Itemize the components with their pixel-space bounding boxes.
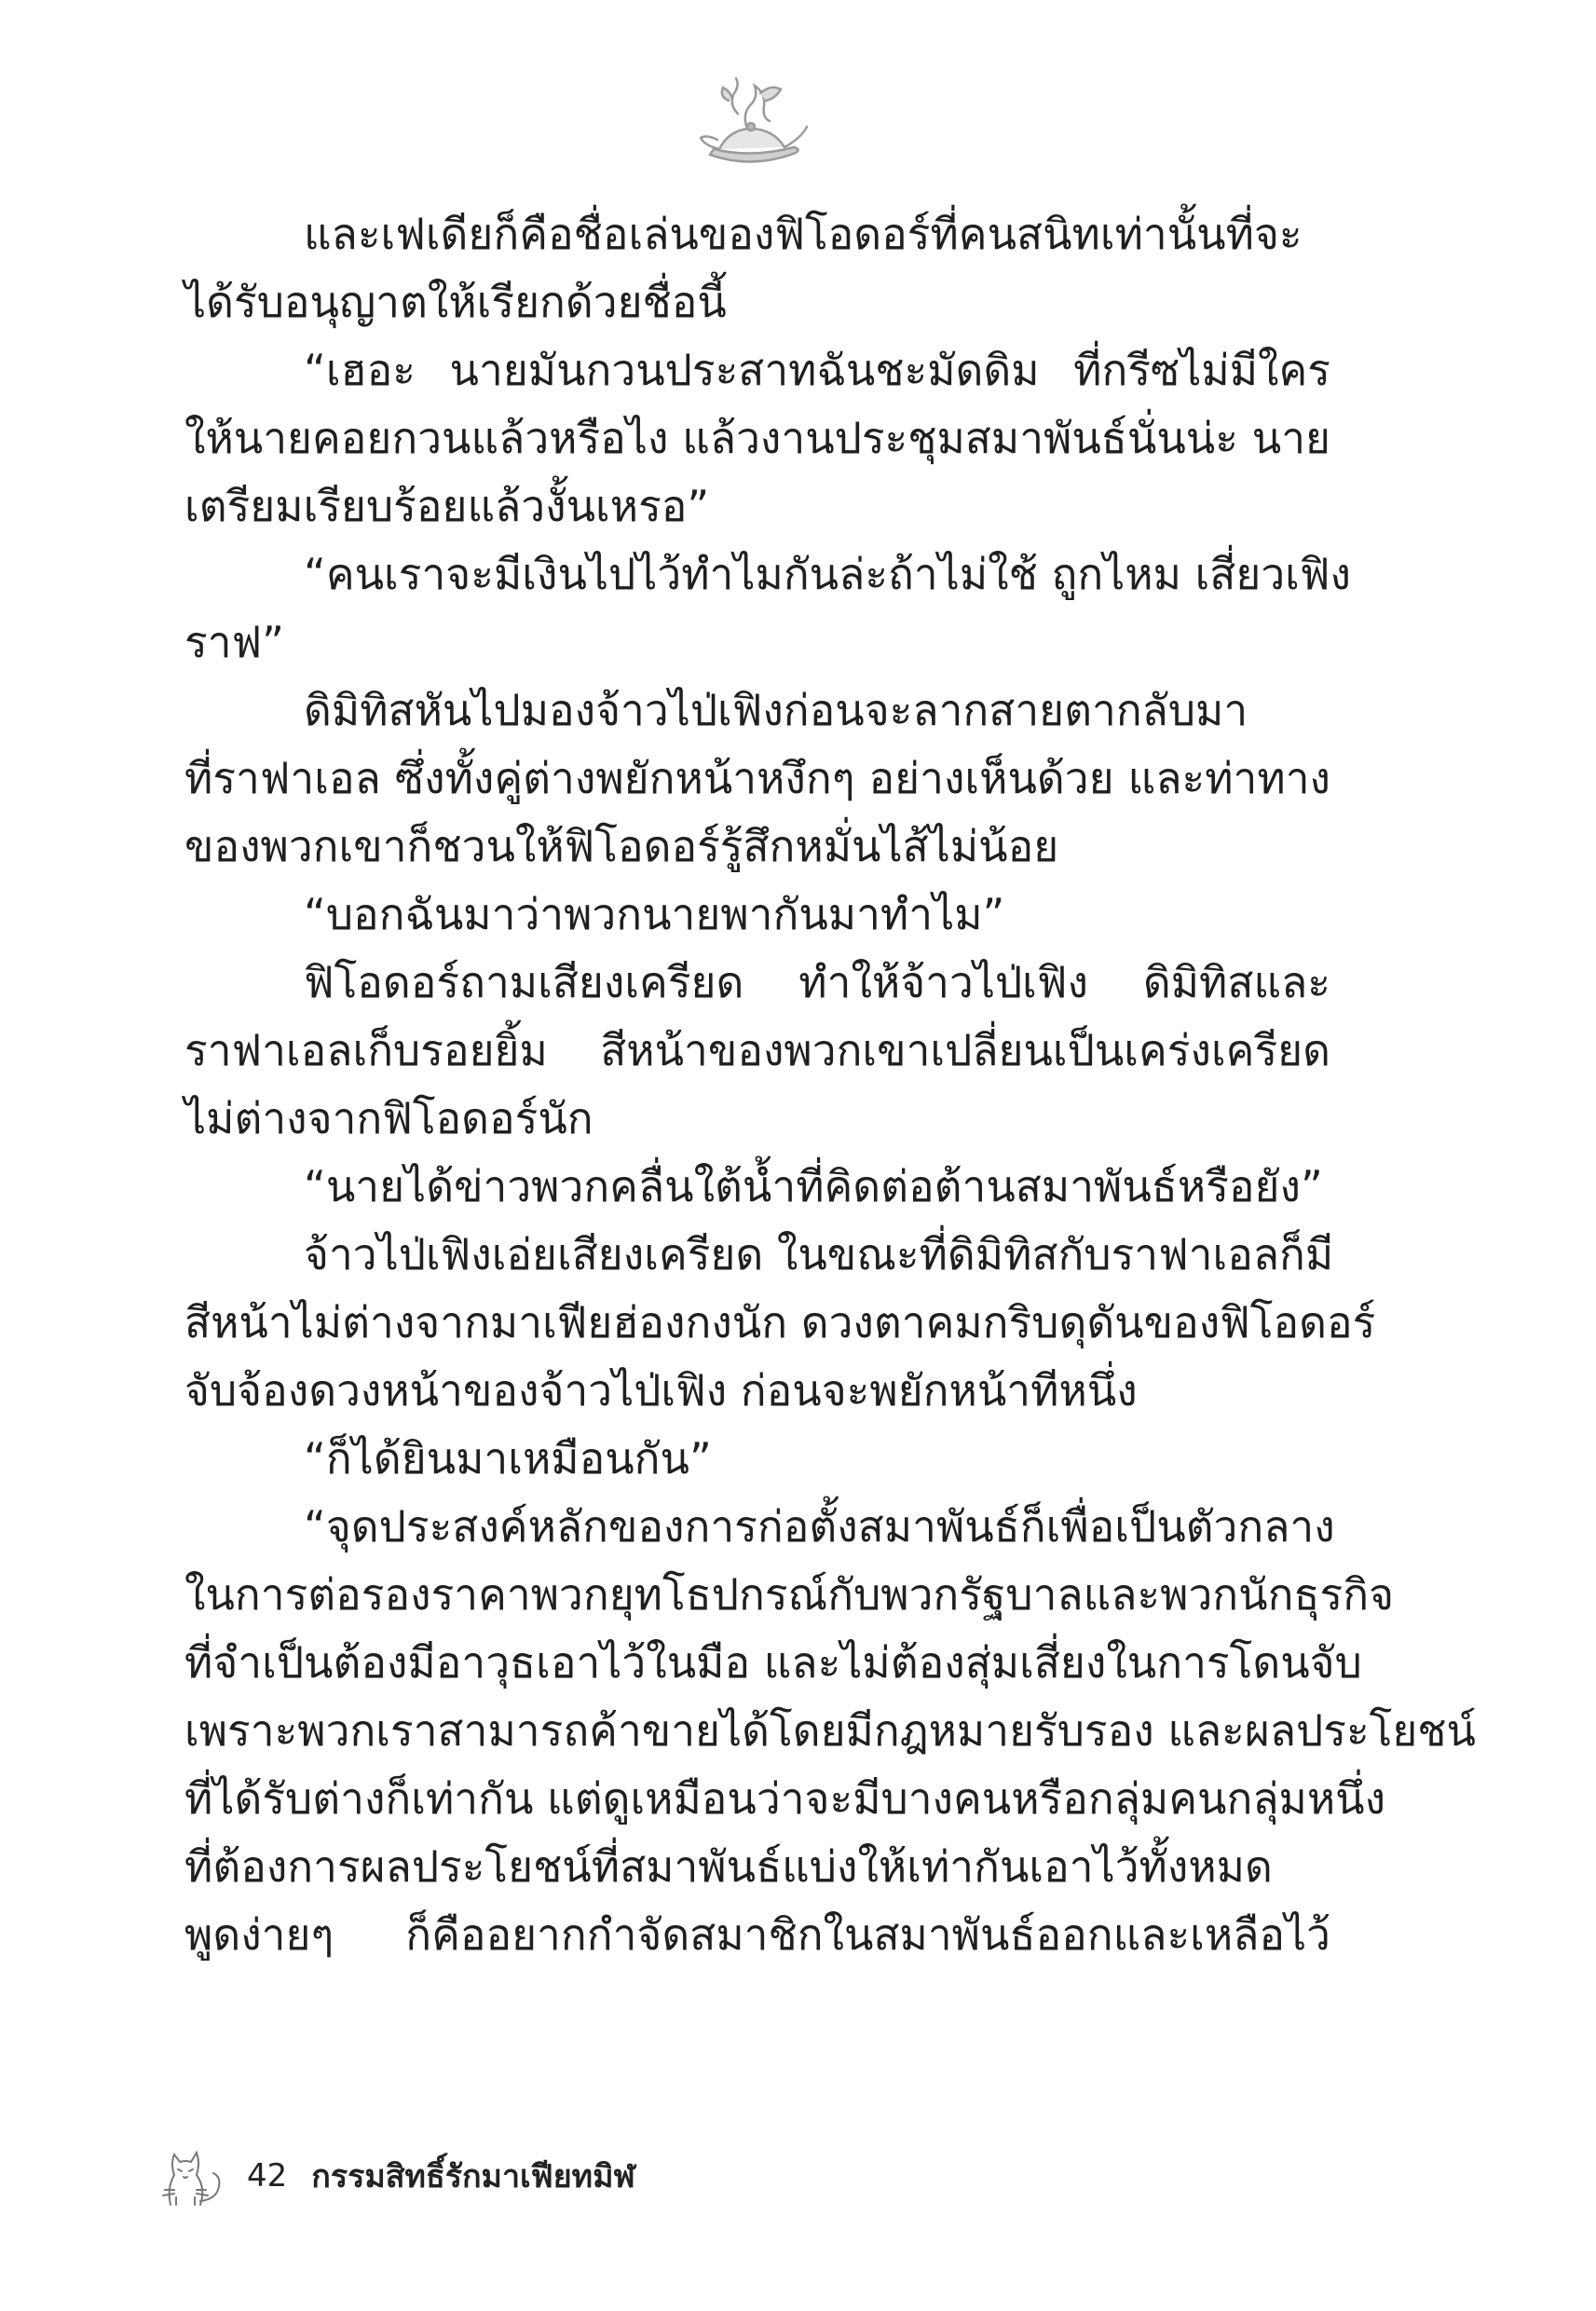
body-text <box>184 200 1476 1969</box>
text-line: “คนเราจะมีเงินไปไว้ทำไมกันล่ะถ้าไม่ใช้ ถูกไหม เสี่ยวเฟิง <box>304 549 1351 599</box>
text-line: เตรียมเรียบร้อยแล้วงั้นเหรอ” <box>184 481 710 531</box>
text-line: “จุดประสงค์หลักของการก่อตั้งสมาพันธ์ก็เพื่อเป็นตัวกลาง <box>304 1501 1335 1552</box>
text-line: ที่ได้รับต่างก็เท่ากัน แต่ดูเหมือนว่าจะมีบางคนหรือกลุ่มคนกลุ่มหนึ่ง <box>184 1773 1386 1824</box>
text-line: ให้นายคอยกวนแล้วหรือไง แล้วงานประชุมสมาพันธ์นั่นน่ะ นาย <box>184 413 1330 463</box>
page-number: 42 <box>247 2157 288 2195</box>
text-line: “นายได้ข่าวพวกคลื่นใต้น้ำที่คิดต่อต้านสมาพันธ์หรือยัง” <box>304 1161 1323 1211</box>
text-line: ของพวกเขาก็ชวนให้ฟิโอดอร์รู้สึกหมั่นไส้ไม่น้อย <box>184 821 1059 871</box>
cat-icon <box>154 2143 228 2208</box>
text-line: ฟิโอดอร์ถามเสียงเครียด ทำให้จ้าวไป่เฟิง ดิมิทิสและ <box>304 957 1330 1007</box>
lamp-ornament-icon <box>691 73 812 175</box>
text-line: จับจ้องดวงหน้าของจ้าวไป่เฟิง ก่อนจะพยักหน้าทีหนึ่ง <box>184 1365 1138 1415</box>
text-line: ไม่ต่างจากฟิโอดอร์นัก <box>184 1093 593 1143</box>
book-title: กรรมสิทธิ์รักมาเฟียทมิฬ <box>311 2158 635 2195</box>
text-line: “บอกฉันมาว่าพวกนายพากันมาทำไม” <box>304 889 1005 939</box>
text-line: และเฟเดียก็คือชื่อเล่นของฟิโอดอร์ที่คนสนิทเท่านั้นที่จะ <box>304 209 1303 259</box>
text-line: ราฟ” <box>184 617 284 667</box>
text-line: ในการต่อรองราคาพวกยุทโธปกรณ์กับพวกรัฐบาลและพวกนักธุรกิจ <box>184 1569 1395 1620</box>
text-line: ได้รับอนุญาตให้เรียกด้วยชื่อนี้ <box>184 277 727 327</box>
text-line: เพราะพวกเราสามารถค้าขายได้โดยมีกฎหมายรับรอง และผลประโยชน์ <box>184 1705 1476 1756</box>
page-footer <box>154 2143 635 2208</box>
text-line: ราฟาเอลเก็บรอยยิ้ม สีหน้าของพวกเขาเปลี่ยนเป็นเคร่งเครียด <box>184 1025 1330 1075</box>
text-line: ดิมิทิสหันไปมองจ้าวไป่เฟิงก่อนจะลากสายตากลับมา <box>304 685 1248 735</box>
text-line: ที่จำเป็นต้องมีอาวุธเอาไว้ในมือ และไม่ต้องสุ่มเสี่ยงในการโดนจับ <box>184 1637 1362 1688</box>
text-line: “เฮอะ นายมันกวนประสาทฉันชะมัดดิม ที่กรีซไม่มีใคร <box>304 345 1330 395</box>
text-line: “ก็ได้ยินมาเหมือนกัน” <box>304 1433 712 1484</box>
text-line: จ้าวไป่เฟิงเอ่ยเสียงเครียด ในขณะที่ดิมิทิสกับราฟาเอลก็มี <box>304 1229 1334 1279</box>
text-line: ที่ต้องการผลประโยชน์ที่สมาพันธ์แบ่งให้เท่ากันเอาไว้ทั้งหมด <box>184 1841 1273 1892</box>
text-line: สีหน้าไม่ต่างจากมาเฟียฮ่องกงนัก ดวงตาคมกริบดุดันของฟิโอดอร์ <box>184 1297 1376 1347</box>
text-line: พูดง่ายๆ ก็คืออยากกำจัดสมาชิกในสมาพันธ์ออกและเหลือไว้ <box>184 1909 1330 1960</box>
text-line: ที่ราฟาเอล ซึ่งทั้งคู่ต่างพยักหน้าหงึกๆ อย่างเห็นด้วย และท่าทาง <box>184 753 1330 803</box>
